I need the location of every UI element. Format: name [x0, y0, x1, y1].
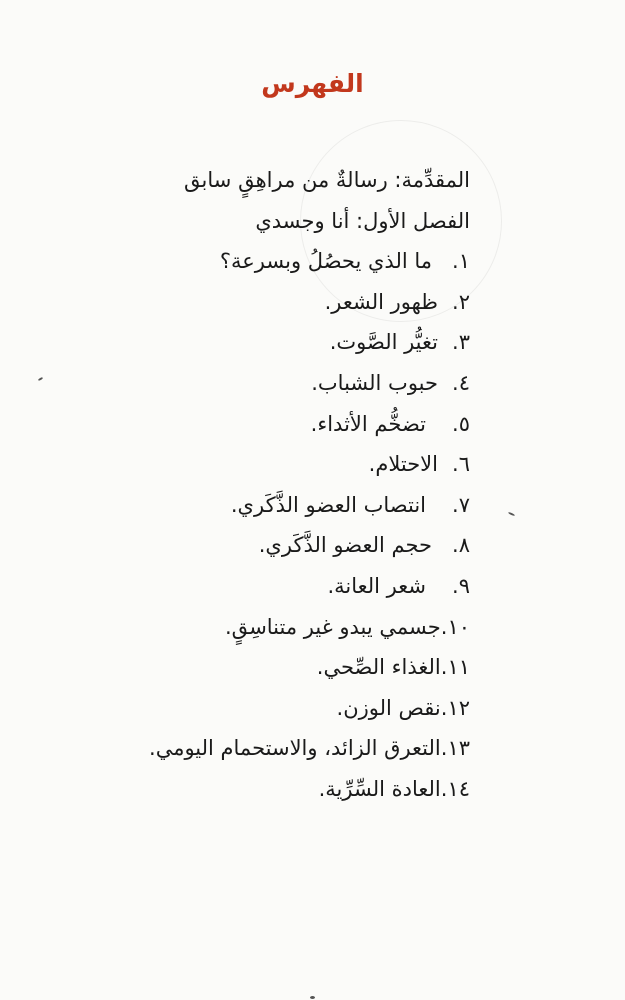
toc-entry-11	[30, 647, 470, 688]
toc-entry-number: ٥.	[452, 411, 470, 436]
toc-entry-text: تغيُّر الصَّوت.	[329, 330, 438, 355]
toc-entry-text: المقدِّمة: رسالةٌ من مراهِقٍ سابق	[184, 168, 470, 192]
toc-entry-text: التعرق الزائد، والاستحمام اليومي.	[149, 736, 441, 761]
toc-entry-number: ١١.	[440, 655, 470, 680]
toc-entry-number: ٦.	[452, 452, 470, 477]
toc-entry-13	[30, 728, 470, 769]
toc-entry-number: ١٣.	[440, 736, 470, 761]
toc-entry-8	[30, 525, 470, 566]
toc-entry-number: ١٠.	[440, 614, 470, 639]
toc-entry-text: جسمي يبدو غير متناسِقٍ.	[225, 614, 441, 639]
toc-entry-intro	[30, 160, 470, 201]
toc-entry-number: ١٢.	[440, 695, 470, 720]
toc-entry-text: الاحتلام.	[368, 452, 438, 477]
toc-entry-12	[30, 688, 470, 729]
toc-entry-number: ٣.	[452, 330, 470, 355]
toc-entry-number: ٤.	[452, 370, 470, 395]
toc-entry-7	[30, 485, 470, 526]
toc-entry-5	[30, 404, 470, 445]
toc-entry-6	[30, 444, 470, 485]
toc-entry-10	[30, 607, 470, 648]
toc-entry-text: حجم العضو الذَّكَري.	[258, 533, 432, 558]
toc-entry-2	[30, 282, 470, 323]
toc-entry-text: الغذاء الصِّحي.	[316, 655, 441, 680]
toc-entry-text: الفصل الأول: أنا وجسدي	[255, 208, 470, 233]
scan-speck	[508, 512, 515, 517]
toc-entry-chapter-one	[30, 201, 470, 242]
toc-entry-3	[30, 322, 470, 363]
toc-entry-text: نقص الوزن.	[336, 695, 441, 720]
toc-entry-text: شعر العانة.	[327, 573, 426, 598]
toc-title: الفهرس	[261, 69, 364, 98]
toc-entry-text: تضخُّم الأثداء.	[310, 411, 426, 436]
toc-entry-number: ٨.	[452, 533, 470, 558]
toc-entry-text: ما الذي يحصُلُ وبسرعة؟	[219, 249, 432, 274]
toc-entry-number: ٧.	[452, 492, 470, 517]
toc-entry-number: ١٤.	[440, 776, 470, 801]
scan-speck	[310, 996, 315, 999]
toc-entry-number: ١.	[452, 249, 470, 274]
toc-entry-14	[30, 769, 470, 810]
toc-entry-text: ظهور الشعر.	[324, 289, 438, 314]
toc-entry-1	[30, 241, 470, 282]
toc-entry-number: ٢.	[452, 289, 470, 314]
toc-entry-text: العادة السِّرِّية.	[318, 776, 441, 801]
toc-list	[30, 160, 470, 810]
toc-entry-4	[30, 363, 470, 404]
toc-entry-number: ٩.	[452, 573, 470, 598]
toc-entry-9	[30, 566, 470, 607]
toc-entry-text: انتصاب العضو الذَّكَري.	[230, 492, 426, 517]
toc-entry-text: حبوب الشباب.	[311, 370, 438, 395]
